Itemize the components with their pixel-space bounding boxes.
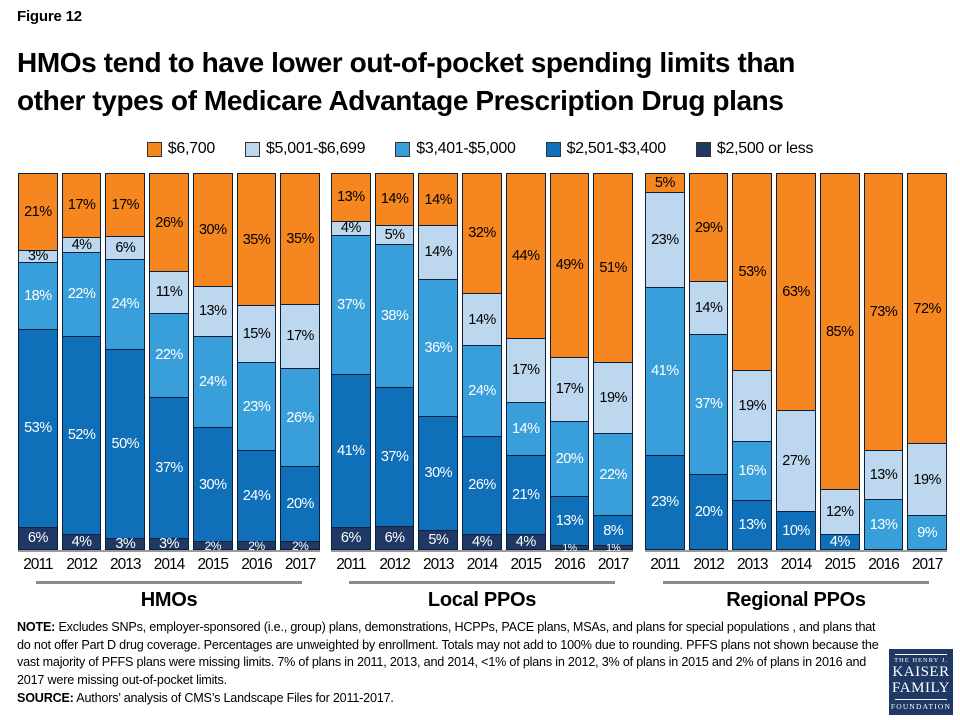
bar-column [689, 173, 729, 550]
segment-value-label: 6% [27, 530, 48, 547]
bars-row [645, 173, 947, 552]
bar-segment [62, 535, 102, 550]
legend-item [696, 140, 813, 158]
segment-value-label: 23% [242, 398, 271, 415]
bar-segment [193, 337, 233, 428]
year-label: 2012 [693, 556, 724, 573]
bar-column [506, 173, 546, 550]
bar-column [820, 173, 860, 550]
segment-value-label: 6% [384, 529, 405, 546]
segment-value-label: 17% [286, 328, 314, 345]
bar-segment [864, 173, 904, 451]
segment-value-label: 50% [111, 435, 140, 452]
logo-line1: THE HENRY J. [894, 657, 948, 664]
bar-segment [820, 490, 860, 535]
legend-swatch-icon [245, 142, 260, 157]
bar-segment [62, 238, 102, 253]
bar-segment [193, 173, 233, 287]
segment-value-label: 14% [380, 191, 409, 208]
bar-segment [280, 538, 320, 553]
bar-segment [864, 451, 904, 501]
chart-group [645, 173, 947, 612]
group-underline [663, 581, 929, 584]
segment-value-label: 30% [198, 476, 227, 493]
segment-value-label: 63% [782, 283, 810, 300]
bar-segment [506, 456, 546, 535]
year-label: 2015 [824, 556, 855, 573]
bar-segment [149, 272, 189, 314]
year-label: 2014 [153, 556, 185, 573]
segment-value-label: 2% [248, 538, 265, 553]
segment-value-label: 53% [24, 419, 52, 436]
kaiser-family-foundation-logo [889, 649, 953, 715]
group-underline [349, 581, 615, 584]
group-label: Regional PPOs [726, 589, 866, 611]
bar-column [462, 173, 502, 550]
bar-segment [593, 434, 633, 516]
bar-segment [18, 263, 58, 330]
bar-segment [18, 173, 58, 251]
logo-rule-bottom [895, 699, 947, 700]
bar-segment [462, 437, 502, 535]
segment-value-label: 4% [515, 533, 536, 550]
segment-value-label: 19% [913, 471, 941, 488]
bar-segment [645, 288, 685, 456]
bar-segment [689, 475, 729, 550]
segment-value-label: 18% [24, 287, 52, 304]
segment-value-label: 23% [651, 494, 679, 511]
bar-segment [776, 173, 816, 411]
segment-value-label: 23% [651, 231, 679, 248]
segment-value-label: 5% [654, 174, 675, 191]
year-label: 2011 [650, 556, 680, 573]
segment-value-label: 20% [694, 503, 723, 520]
bar-segment [149, 398, 189, 539]
bar-segment [237, 538, 277, 553]
segment-value-label: 51% [599, 259, 627, 276]
legend-label: $2,501-$3,400 [566, 140, 666, 157]
bar-column [776, 173, 816, 550]
segment-value-label: 5% [384, 226, 405, 243]
bar-column [645, 173, 685, 550]
legend-swatch-icon [696, 142, 711, 157]
bar-segment [418, 173, 458, 226]
segment-value-label: 44% [511, 247, 540, 264]
bar-segment [280, 173, 320, 305]
legend-item [147, 140, 215, 158]
bar-column [62, 173, 102, 550]
bar-segment [689, 173, 729, 282]
segment-value-label: 4% [71, 236, 92, 253]
segment-value-label: 14% [468, 311, 496, 328]
segment-value-label: 20% [286, 495, 314, 512]
segment-value-label: 22% [67, 286, 96, 303]
segment-value-label: 13% [869, 516, 898, 533]
year-label: 2012 [66, 556, 97, 573]
bar-segment [732, 371, 772, 442]
segment-value-label: 9% [917, 524, 938, 541]
bar-segment [689, 335, 729, 474]
segment-value-label: 15% [242, 326, 271, 343]
segment-value-label: 53% [738, 263, 767, 280]
segment-value-label: 37% [155, 459, 183, 476]
bar-segment [331, 222, 371, 237]
bar-segment [105, 535, 145, 552]
bar-segment [105, 260, 145, 350]
bar-segment [506, 339, 546, 403]
note-label: NOTE: [17, 620, 56, 634]
bar-segment [237, 306, 277, 363]
bar-column [907, 173, 947, 550]
bar-segment [149, 535, 189, 552]
bar-column [418, 173, 458, 550]
year-label: 2013 [737, 556, 768, 573]
segment-value-label: 13% [337, 189, 365, 205]
year-label: 2015 [197, 556, 228, 573]
bar-column [105, 173, 145, 550]
segment-value-label: 30% [424, 465, 453, 482]
bar-segment [375, 527, 415, 550]
segment-value-label: 35% [242, 231, 271, 248]
year-label: 2017 [597, 556, 629, 573]
legend-item [245, 140, 365, 158]
segment-value-label: 52% [67, 426, 96, 443]
bar-segment [550, 358, 590, 422]
segment-value-label: 17% [67, 197, 96, 214]
segment-value-label: 72% [913, 300, 941, 317]
bar-segment [418, 417, 458, 531]
legend [0, 140, 960, 158]
bar-segment [550, 173, 590, 358]
bar-segment [550, 541, 590, 554]
segment-value-label: 21% [511, 486, 540, 503]
bar-segment [375, 245, 415, 388]
bar-segment [375, 388, 415, 527]
segment-value-label: 37% [380, 448, 409, 465]
segment-value-label: 19% [738, 397, 767, 414]
segment-value-label: 26% [286, 409, 314, 426]
bar-column [593, 173, 633, 554]
segment-value-label: 13% [738, 516, 767, 533]
year-label: 2014 [466, 556, 498, 573]
bar-segment [645, 173, 685, 193]
bar-segment [280, 369, 320, 467]
bar-segment [776, 512, 816, 550]
year-label: 2016 [241, 556, 272, 573]
bar-segment [62, 253, 102, 337]
bar-column [331, 173, 371, 550]
segment-value-label: 49% [555, 257, 584, 274]
segment-value-label: 4% [340, 220, 361, 237]
segment-value-label: 5% [428, 531, 449, 548]
bar-segment [105, 173, 145, 237]
segment-value-label: 17% [555, 381, 584, 397]
bar-segment [506, 173, 546, 339]
years-row [331, 556, 633, 574]
bar-segment [105, 237, 145, 260]
bar-segment [907, 173, 947, 444]
legend-swatch-icon [546, 142, 561, 157]
bar-segment [645, 193, 685, 287]
group-label: Local PPOs [427, 589, 537, 611]
bar-column [280, 173, 320, 553]
segment-value-label: 37% [694, 396, 723, 413]
bar-segment [280, 467, 320, 542]
bar-column [732, 173, 772, 550]
year-label: 2011 [336, 556, 366, 573]
bar-segment [462, 294, 502, 347]
year-label: 2017 [284, 556, 316, 573]
bar-segment [462, 346, 502, 436]
segment-value-label: 35% [286, 230, 314, 247]
segment-value-label: 22% [599, 466, 627, 483]
bar-segment [331, 236, 371, 374]
bar-segment [732, 173, 772, 371]
segment-value-label: 26% [155, 214, 183, 231]
segment-value-label: 29% [694, 219, 723, 236]
legend-label: $5,001-$6,699 [265, 140, 366, 157]
segment-value-label: 1% [562, 541, 577, 554]
segment-value-label: 24% [198, 373, 227, 390]
segment-value-label: 13% [198, 303, 227, 320]
bar-segment [193, 538, 233, 553]
segment-value-label: 26% [468, 477, 496, 494]
segment-value-label: 20% [555, 450, 584, 467]
year-label: 2013 [110, 556, 141, 573]
segment-value-label: 12% [825, 503, 854, 520]
year-label: 2015 [510, 556, 541, 573]
bar-segment [193, 428, 233, 542]
segment-value-label: 2% [204, 538, 221, 553]
segment-value-label: 2% [292, 538, 309, 553]
bar-segment [62, 337, 102, 535]
years-row [645, 556, 947, 574]
bar-segment [732, 442, 772, 502]
segment-value-label: 13% [869, 466, 898, 483]
segment-value-label: 41% [651, 362, 679, 379]
bar-segment [550, 497, 590, 546]
source-label: SOURCE: [17, 690, 74, 705]
segment-value-label: 17% [511, 362, 540, 379]
chart-title-line1: HMOs tend to have lower out-of-pocket spending limits than [17, 47, 795, 78]
segment-value-label: 14% [424, 191, 453, 208]
segment-value-label: 1% [606, 541, 621, 554]
segment-value-label: 24% [468, 382, 496, 399]
bar-segment [462, 173, 502, 294]
bar-column [237, 173, 277, 553]
bar-segment [418, 280, 458, 417]
segment-value-label: 14% [694, 299, 723, 316]
chart-title [17, 44, 947, 121]
segment-value-label: 24% [111, 296, 140, 313]
logo-line2: KAISER [892, 664, 950, 680]
bar-segment [776, 411, 816, 513]
segment-value-label: 19% [599, 390, 627, 407]
bar-segment [550, 422, 590, 497]
bar-segment [732, 501, 772, 550]
segment-value-label: 38% [380, 307, 409, 324]
figure-number: Figure 12 [17, 8, 82, 25]
chart-title-line2: other types of Medicare Advantage Prescription Drug plans [17, 85, 784, 117]
segment-value-label: 3% [159, 535, 179, 552]
year-label: 2013 [423, 556, 454, 573]
segment-value-label: 41% [337, 442, 365, 459]
chart-group [331, 173, 633, 612]
bar-segment [237, 451, 277, 542]
segment-value-label: 73% [869, 303, 898, 320]
bar-segment [593, 173, 633, 363]
bar-segment [237, 173, 277, 306]
segment-value-label: 14% [511, 420, 540, 437]
bar-segment [149, 173, 189, 272]
bar-segment [689, 282, 729, 335]
bar-segment [331, 173, 371, 222]
segment-value-label: 30% [198, 221, 227, 238]
bar-segment [375, 226, 415, 245]
segment-value-label: 6% [340, 530, 361, 546]
bar-segment [149, 314, 189, 398]
bar-segment [331, 528, 371, 550]
bar-column [18, 173, 58, 550]
segment-value-label: 3% [115, 535, 136, 552]
segment-value-label: 8% [603, 522, 624, 539]
segment-value-label: 27% [782, 452, 810, 469]
segment-value-label: 17% [111, 196, 140, 213]
bar-segment [62, 173, 102, 238]
legend-swatch-icon [147, 142, 162, 157]
segment-value-label: 36% [424, 339, 453, 356]
note-text: Excludes SNPs, employer-sponsored (i.e., group) plans, demonstrations, HCPPs, PACE plans, MSAs, and plans for special populations , and plans that do not offer Part D drug coverage. Percentages are unweighted by enrollment. Totals may not add to 100% due to rounding. PFFS plans not shown because the vast majority of PFFS plans were missing limits. 7% of plans in 2011, 2013, and 2014, <1% of plans in 2012, 3% of plans in 2015 and 2% of plans in 2016 and 2017 were missing out-of-pocket limits. [17, 620, 879, 687]
year-label: 2016 [554, 556, 585, 573]
bar-column [550, 173, 590, 554]
group-underline [36, 581, 302, 584]
bar-column [193, 173, 233, 553]
legend-label: $6,700 [167, 140, 215, 157]
bar-segment [280, 305, 320, 369]
bar-segment [418, 226, 458, 279]
source-text: Authors’ analysis of CMS’s Landscape Files for 2011-2017. [73, 690, 394, 705]
segment-value-label: 3% [27, 248, 48, 265]
bar-segment [506, 403, 546, 456]
bar-segment [506, 535, 546, 550]
bar-segment [864, 500, 904, 550]
segment-value-label: 4% [829, 533, 850, 550]
bar-column [864, 173, 904, 550]
legend-swatch-icon [395, 142, 410, 157]
bar-segment [820, 535, 860, 550]
bar-segment [462, 535, 502, 550]
bar-segment [418, 531, 458, 550]
bars-row [331, 173, 633, 552]
note-block [17, 619, 889, 707]
bar-segment [907, 516, 947, 550]
years-row [18, 556, 320, 574]
segment-value-label: 32% [468, 225, 496, 242]
legend-item [546, 140, 666, 158]
logo-rule-top [895, 654, 947, 655]
bar-column [375, 173, 415, 550]
bar-segment [907, 444, 947, 516]
bar-segment [645, 456, 685, 550]
segment-value-label: 4% [472, 533, 492, 550]
bar-segment [18, 330, 58, 528]
bar-segment [593, 516, 633, 546]
bar-segment [331, 375, 371, 528]
bar-segment [237, 363, 277, 451]
segment-value-label: 16% [738, 462, 767, 479]
bar-segment [193, 287, 233, 337]
logo-line3: FAMILY [892, 679, 950, 696]
bar-segment [18, 528, 58, 550]
segment-value-label: 13% [555, 512, 584, 529]
bar-segment [593, 541, 633, 554]
segment-value-label: 85% [825, 323, 854, 340]
year-label: 2016 [868, 556, 899, 573]
legend-label: $3,401-$5,000 [416, 140, 516, 157]
legend-label: $2,500 or less [716, 140, 814, 157]
bar-segment [593, 363, 633, 434]
segment-value-label: 11% [155, 284, 183, 301]
year-label: 2014 [780, 556, 812, 573]
segment-value-label: 24% [242, 487, 271, 504]
bar-segment [375, 173, 415, 226]
legend-item [395, 140, 515, 158]
group-label: HMOs [140, 589, 198, 611]
segment-value-label: 6% [115, 239, 136, 256]
bars-row [18, 173, 320, 552]
segment-value-label: 37% [337, 296, 365, 313]
bar-segment [105, 350, 145, 539]
bar-segment [18, 248, 58, 265]
bar-column [149, 173, 189, 550]
segment-value-label: 22% [155, 347, 183, 363]
year-label: 2017 [911, 556, 943, 573]
year-label: 2012 [379, 556, 410, 573]
segment-value-label: 14% [424, 244, 453, 261]
logo-line4: FOUNDATION [890, 702, 952, 712]
year-label: 2011 [23, 556, 53, 573]
chart-group [18, 173, 320, 612]
bar-segment [820, 173, 860, 490]
segment-value-label: 4% [71, 533, 92, 550]
segment-value-label: 10% [782, 522, 810, 539]
segment-value-label: 21% [24, 203, 52, 220]
